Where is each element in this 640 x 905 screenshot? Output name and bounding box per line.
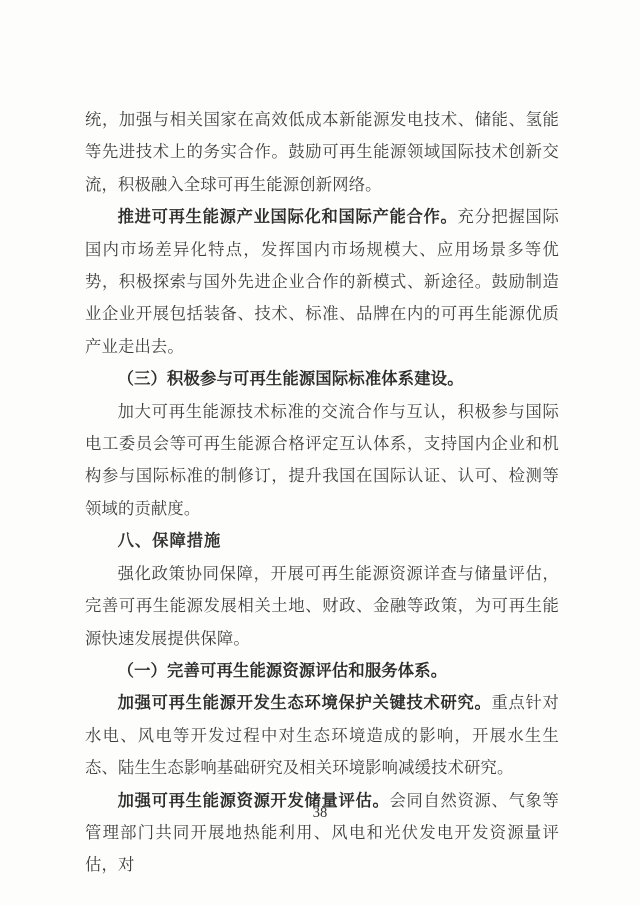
paragraph (85, 396, 559, 526)
paragraph-lead: 加强可再生能源开发生态环境保护关键技术研究。 (117, 693, 492, 713)
section-heading-3 (85, 363, 559, 395)
paragraph (85, 785, 559, 882)
paragraph-text: 充分把握国际国内市场差异化特点，发挥国内市场规模大、应用场景多等优势，积极探索与国外先进企业合作的新模式、新途径。鼓励制造业企业开展包括装备、技术、标准、品牌在内的可再生能源优质产业走出去。 (85, 207, 559, 356)
paragraph-text: 强化政策协同保障，开展可再生能源资源详查与储量评估，完善可再生能源发展相关土地、财政、金融等政策，为可再生能源快速发展提供保障。 (85, 563, 559, 648)
page-content (85, 104, 559, 882)
paragraph-text: 会同自然资源、气象等管理部门共同开展地热能利用、风电和光伏发电开发资源量评估，对 (85, 790, 559, 875)
paragraph (85, 558, 559, 655)
section-heading-text: （三）积极参与可再生能源国际标准体系建设。 (117, 369, 464, 389)
paragraph-text: 重点针对水电、风电等开发过程中对生态环境造成的影响，开展水生生态、陆生生态影响基础研究及相关环境影响减缓技术研究。 (85, 693, 559, 778)
paragraph-lead: 加强可再生能源资源开发储量评估。 (117, 790, 390, 810)
paragraph (85, 687, 559, 784)
paragraph (85, 201, 559, 363)
section-heading-1 (85, 655, 559, 687)
page-number: 38 (312, 805, 328, 821)
paragraph-lead: 推进可再生能源产业国际化和国际产能合作。 (117, 207, 458, 227)
chapter-heading-8 (85, 525, 559, 557)
chapter-heading-text: 八、保障措施 (117, 532, 222, 551)
section-heading-text: （一）完善可再生能源资源评估和服务体系。 (117, 660, 448, 680)
paragraph-text: 加大可再生能源技术标准的交流合作与互认，积极参与国际电工委员会等可再生能源合格评定互认体系，支持国内企业和机构参与国际标准的制修订，提升我国在国际认证、认可、检测等领域的贡献度。 (85, 401, 559, 518)
paragraph-text: 统，加强与相关国家在高效低成本新能源发电技术、储能、氢能等先进技术上的务实合作。鼓励可再生能源领域国际技术创新交流，积极融入全球可再生能源创新网络。 (85, 110, 559, 194)
paragraph-continuation (85, 104, 559, 201)
